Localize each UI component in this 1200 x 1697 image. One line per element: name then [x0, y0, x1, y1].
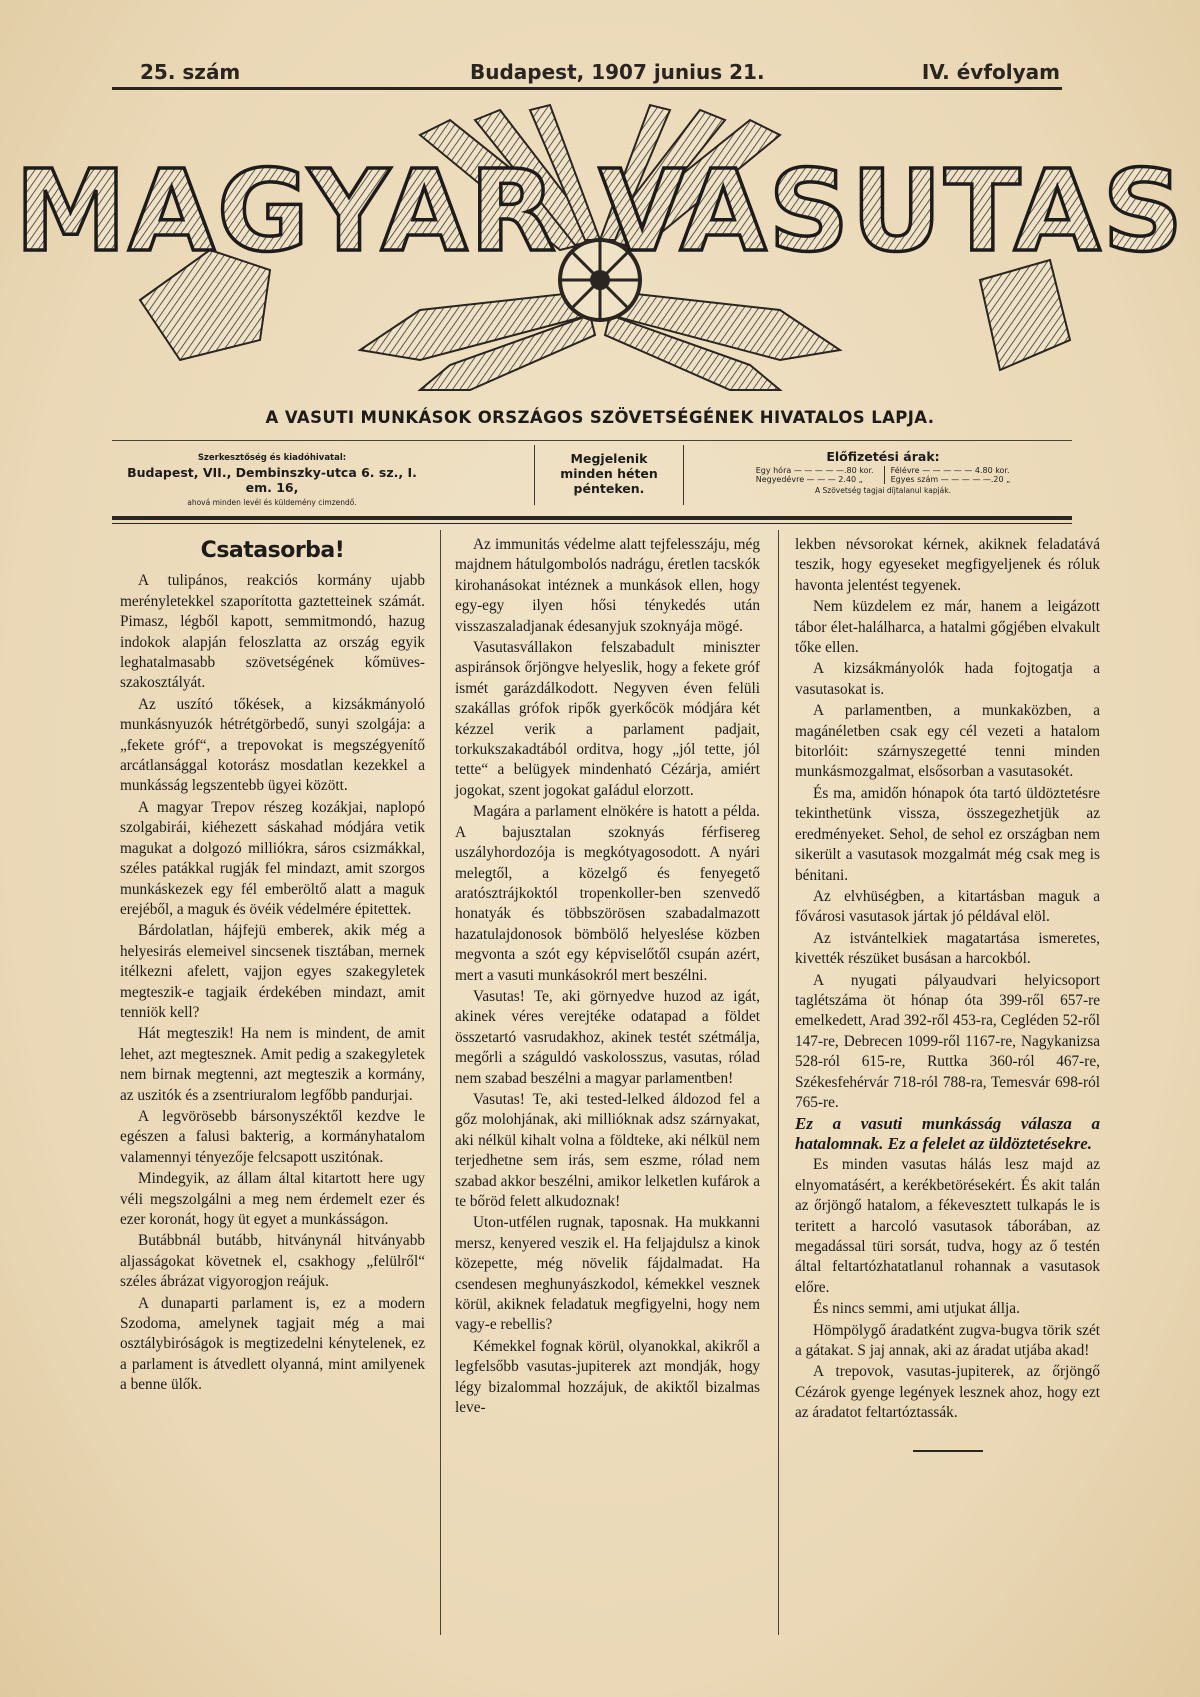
issue-header [140, 60, 1060, 86]
paragraph: A legvörösebb bársonyszéktől kezdve le egészen a falusi bakterig, a kormányhatalom valamennyi tényezője felcsapott uszitónak. [120, 1107, 425, 1166]
column-divider [778, 530, 779, 1635]
place-date: Budapest, 1907 junius 21. [470, 60, 765, 84]
info-rule-thin [112, 523, 1072, 524]
paragraph: Bárdolatlan, hájfejü emberek, akik még a helyesirás elemeivel sincsenek tisztában, mernek itélkezni afelett, vajjon egyes szakegyletek megteszik-e tagjaik érdekében mindazt, amit tenniök kell? [120, 922, 425, 1021]
info-rule-thick [112, 516, 1072, 520]
publish-line-3: pénteken. [573, 481, 645, 496]
price-month: Egy hóra — — — — —.80 kor. [755, 466, 874, 475]
masthead-subtitle: A VASUTI MUNKÁSOK ORSZÁGOS SZÖVETSÉGÉNEK HIVATALOS LAPJA. [265, 408, 935, 427]
paragraph: A dunaparti parlament is, ez a modern Szodoma, amelynek tagjait még a mai osztálybiróságok is megtizedelni kénytelenek, ez a parlament is átvedlett olyanná, mint amilyenek a benne ülők. [120, 1294, 425, 1394]
paragraph: Az elvhüségben, a kitartásban maguk a fővárosi vasutasok jártak jó példával elöl. [795, 887, 1100, 926]
prices-label: Előfizetési árak: [826, 449, 940, 464]
volume: IV. évfolyam [921, 60, 1060, 84]
paragraph: Hömpölygő áradatként zugva-bugva törik szét a gátakat. S jaj annak, aki az áradat utjába akad! [795, 1321, 1100, 1360]
office-address: Budapest, VII., Dembinszky-utca 6. sz., I. em. 16, [127, 465, 417, 495]
paragraph: Vasutas! Te, aki görnyedve huzod az igát, akinek véres verejtéke odatapad a földet összetartó vasrudakhoz, akinek testét szétmálja, megőrli a száguldó vaskolosszus, vasutas, rólad nem szabad beszélni a magyar parlamentben! [455, 987, 760, 1087]
paragraph: A nyugati pályaudvari helyicsoport taglétszáma öt hónap óta 399-ről 657-re emelkedett, Arad 392-ről 453-ra, Cegléden 52-ről 147-re, Debrecen 1099-ről 1167-re, Nagykanizsa 528-ról 615-re, Ruttka 360-ról 467-re, Székesfehérvár 718-ról 788-ra, Temesvár 698-ról 765-re. [795, 971, 1100, 1111]
paragraph: És nincs semmi, ami utjukat állja. [813, 1300, 1020, 1318]
paragraph: A parlamentben, a munkaközben, a magánéletben csak egy cél vezeti a hatalom bitorlóit: szárnyszegetté tenni minden munkásmozgalmat, elsősorban a vasutasokét. [795, 702, 1100, 781]
paragraph: Magára a parlament elnökére is hatott a példa. A bajusztalan szoknyás férfisereg uszályhordozója is megkótyagosodott. A nyári melegtől, a közelgő és fenyegető aratósztrájkoktól tropenkoller-ben szenvedő honatyák és többszörösen szabadalmazott hazatulajdonosok bömbölő helyeslése közben megvonta a szót egy képviselőtől csupán azért, mert a vasuti munkásokról mert beszélni. [455, 803, 760, 984]
paragraph: Es minden vasutas hálás lesz majd az elnyomatásért, a kerékbetörésekért. És akit talán az őrjöngő hatalom, a fékevesztett tulkapás le is teritett a harcoló vasutasok táborában, az megadással türi sorsát, tudva, hogy az ő testén által feltartózhatatlanul rohannak a vasutasok előre. [795, 1156, 1100, 1296]
masthead-logo [14, 100, 1186, 400]
info-band [112, 445, 1072, 515]
price-half-year: Félévre — — — — — 4.80 kor. [890, 466, 1010, 475]
paragraph: Az immunitás védelme alatt tejfelesszáju, még majdnem hátulgombolós nadrágu, éretlen tacskók kirohanásokat intéznek a munkások ellen, hogy egy-egy ilyen hősi ténykedés után visszaszaladjanak édesanyjuk szoknyája mögé. [455, 536, 760, 635]
article-end-rule [913, 1450, 983, 1452]
prices-note: A Szövetség tagjai díjtalanul kapják. [815, 486, 951, 495]
office-label: Szerkesztőség és kiadóhivatal: [197, 453, 347, 463]
paragraph: És ma, amidőn hónapok óta tartó üldöztetésre tekinthetünk vissza, összegezhetjük az eredményeket. Sehol, de sehol ez országban nem sikerült a vasutasok mozgalmát még csak meg is bénitani. [795, 784, 1100, 884]
price-quarter: Negyedévre — — — 2.40 „ [755, 475, 863, 484]
column-divider [440, 530, 441, 1635]
price-info [694, 445, 1072, 509]
highlight-statement: Ez a vasuti munkásság válasza a hatalomnak. Ez a felelet az üldöztetésekre. [795, 1114, 1100, 1154]
office-info [112, 445, 432, 509]
header-rule [112, 87, 1062, 90]
subtitle-rule [112, 440, 1072, 441]
winged-wheel-logo [14, 100, 1186, 400]
masthead-title: MAGYAR VASUTAS [14, 147, 1186, 277]
article-column-2 [455, 535, 760, 1419]
article-column-3 [795, 535, 1100, 1452]
paragraph: Az istvántelkiek magatartása ismeretes, kivették részüket busásan a harcokból. [795, 929, 1100, 968]
paragraph: Vasutasvállakon felszabadult miniszter aspiránsok őrjöngve helyeslik, hogy a fekete gróf ismét garázdálkodott. Negyven éven felüli szakállas grófok ripők gyerkőcök módjára két kézzel verik a parlament padjait, torkukszakadtából orditva, hogy „jól tette, jól tette“ a belügyek mindenható Cézárja, amiért jogokat, szent jogokat gaIádul elorzott. [455, 639, 760, 799]
article-title: Csatasorba! [200, 538, 345, 563]
article-column-1 [120, 535, 425, 1397]
paragraph: Butábbnál butább, hitványnál hitványabb aljasságokat követnek el, csakhogy „felülről“ széles ábrázat vigyorogjon reájuk. [120, 1232, 425, 1291]
publish-line-2: minden héten [560, 466, 658, 481]
paragraph: A trepovok, vasutas-jupiterek, az őrjöngő Cézárok gyenge legények lesznek ahoz, hogy ezt az áradatot feltartóztassák. [795, 1363, 1100, 1422]
paragraph: Uton-utfélen rugnak, taposnak. Ha mukkanni mersz, kenyered veszik el. Ha feljajdulsz a kinok közepette, még növelik fájdalmadat. Ha csendesen meghunyászkodol, kémekkel vesznek körül, akiknek feladatuk megfigyelni, hogy nem vagy-e rebellis? [455, 1214, 760, 1334]
paragraph: Nem küzdelem ez már, hanem a leigázott tábor élet-halálharca, a hatalmi gőgjében elvakult tőke ellen. [795, 598, 1100, 657]
paragraph: Az uszító tőkések, a kizsákmányoló munkásnyuzók hétrétgörbedő, sunyi szolgája: a „fekete gróf“, a trepovokat is megszégyenítő arcátlansággal kotorász mosdatlan kezekkel a munkásság legszentebb ügyei között. [120, 695, 425, 795]
price-single: Egyes szám — — — — —.20 „ [890, 475, 1011, 484]
office-note: ahová minden levél és küldemény cimzendő. [187, 498, 357, 507]
paragraph: A tulipános, reakciós kormány ujabb merényletekkel szaporította gaztetteinek számát. Pimasz, légből kapott, semmitmondó, hazug indokok alapján feloszlatta az ország egyik leghatalmasabb szövetségének kőmüves-szakosztályát. [120, 572, 425, 692]
paragraph: Kémekkel fognak körül, olyanokkal, akikről a legfelsőbb vasutas-jupiterek azt mondják, hogy légy bizalommal hozzájuk, de akiktől bizalmas leve- [455, 1337, 760, 1417]
publish-info [534, 445, 684, 505]
paragraph: Mindegyik, az állam által kitartott here ugy véli megszolgálni a meg nem érdemelt ezer és ezer koronát, hogy üt egyet a munkásságon. [120, 1170, 425, 1228]
paragraph: Hát megteszik! Ha nem is mindent, de amit lehet, azt megtesznek. Amit pedig a szakegyletek nem birnak megtenni, azt megteszik a kormány, az uszitók és a zsentriuralom legfőbb pandurjai. [120, 1025, 425, 1104]
paragraph: Vasutas! Te, aki tested-lelked áldozod fel a gőz molohjának, aki millióknak adsz szárnyakat, aki nélkül kihalt volna a földteke, aki nélkül nem terjedhetne sem irás, sem eszme, rólad nem szabad akkor beszélni, amikor lelketlen kufárok a te bőröd felett alkudoznak! [455, 1090, 760, 1210]
publish-line-1: Megjelenik [570, 451, 648, 466]
paragraph: A magyar Trepov részeg kozákjai, naplopó szolgabirái, kiéhezett sáskahad módjára vetik magukat a dolgozó milliókra, sáros csizmákkal, széles patákkal rugják fel mindazt, amit szorgos munkáskezek egy fél emberöltő alatt a maguk erejéből, a maguk és övéik védelmére épitettek. [120, 798, 425, 918]
paragraph: lekben névsorokat kérnek, akiknek feladatává teszik, hogy egyeseket megfigyeljenek és róluk havonta jelentést tegyenek. [795, 536, 1100, 594]
paragraph: A kizsákmányolók hada fojtogatja a vasutasokat is. [795, 660, 1100, 698]
issue-number: 25. szám [140, 60, 241, 84]
